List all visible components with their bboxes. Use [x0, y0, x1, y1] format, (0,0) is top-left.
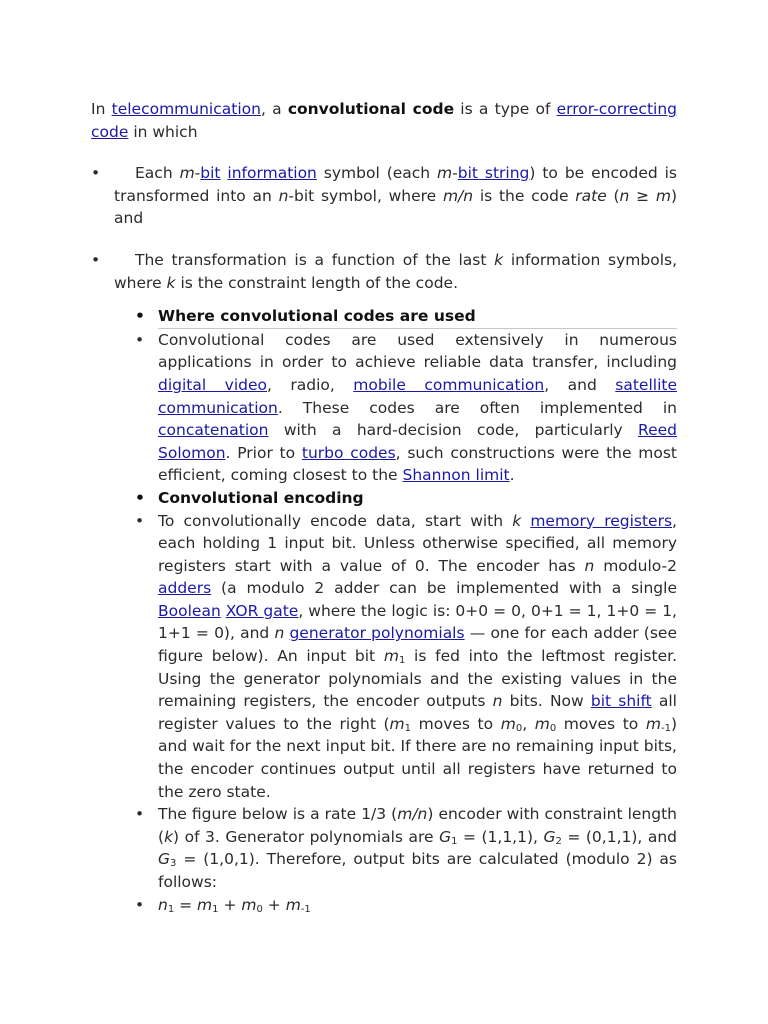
text: Each — [135, 164, 180, 183]
var-n: n — [584, 556, 595, 575]
text: = — [174, 895, 198, 914]
link-telecommunication[interactable]: telecommunication — [111, 100, 261, 118]
text: , a — [260, 100, 288, 118]
subscript: 3 — [170, 858, 177, 870]
text: information symbols, where — [114, 250, 677, 292]
subscript: 1 — [398, 655, 406, 667]
var-m: m — [285, 895, 301, 914]
term-convolutional-code: convolutional code — [287, 100, 455, 118]
text: The transformation is a function of the last — [135, 250, 495, 269]
var-m: m — [655, 186, 671, 205]
text: symbol (each — [316, 164, 438, 183]
text: , and — [544, 375, 616, 394]
bullet: • — [135, 307, 145, 326]
term-rate: rate — [575, 186, 607, 205]
text — [521, 512, 530, 530]
text: ) encoder with constraint length ( — [158, 805, 677, 846]
var-n: n — [274, 624, 285, 643]
var-m: m — [241, 895, 257, 914]
subscript: 1 — [167, 903, 175, 915]
bullet: • — [135, 805, 145, 824]
text: is a type of — [454, 100, 557, 118]
var-n: n — [492, 692, 503, 711]
var-n: n — [158, 895, 168, 914]
text: . — [509, 466, 515, 485]
var-k: k — [164, 827, 174, 846]
text: ) and — [114, 186, 678, 228]
bullet: • — [91, 250, 101, 269]
var-n: n — [619, 186, 630, 205]
link-shannon-limit[interactable]: Shannon limit — [402, 466, 510, 485]
subscript: 1 — [404, 722, 412, 734]
var-g: G — [439, 827, 452, 846]
intro-paragraph — [91, 98, 677, 143]
var-k: k — [494, 250, 504, 269]
subscript: 0 — [549, 722, 557, 734]
heading-text: Where convolutional codes are used — [158, 307, 476, 326]
text: — one for each adder (see figure below). An input bit — [158, 624, 677, 666]
bullet: • — [135, 895, 145, 914]
subscript: 2 — [555, 835, 562, 847]
var-m-over-n: m/n — [397, 805, 428, 824]
var-g: G — [543, 827, 556, 846]
text: moves to — [556, 714, 646, 733]
link-concatenation[interactable]: concatenation — [158, 421, 269, 440]
link-bit-shift[interactable]: bit shift — [590, 692, 652, 711]
text: In — [91, 100, 112, 118]
subscript: 0 — [515, 722, 523, 734]
section-list — [114, 305, 677, 916]
text: ( — [606, 186, 620, 205]
link-boolean[interactable]: Boolean — [158, 601, 221, 620]
text: , where the logic is: 0+0 = 0, 0+1 = 1, 1+0 = 1, 1+1 = 0), and — [158, 601, 677, 643]
text: , such constructions were the most efficient, coming closest to the — [158, 443, 677, 485]
text: is the code — [473, 186, 576, 205]
text: . These codes are often implemented in — [277, 398, 677, 417]
bullet: • — [91, 164, 101, 183]
text: modulo-2 — [594, 556, 677, 575]
text: in which — [128, 122, 198, 141]
text: , radio, — [266, 375, 354, 394]
text: (a modulo 2 adder can be implemented with a single — [211, 579, 677, 598]
bullet: • — [135, 330, 145, 349]
var-m: m — [389, 714, 405, 733]
list-item — [91, 162, 677, 230]
link-satellite-communication[interactable]: satellite communication — [158, 375, 677, 417]
subscript: 0 — [256, 903, 263, 915]
text: - — [452, 164, 458, 183]
text: - — [194, 164, 201, 183]
definition-list — [91, 162, 677, 916]
list-item — [91, 249, 677, 916]
text: ≥ — [629, 186, 656, 205]
var-m: m — [197, 895, 213, 914]
text: is fed into the leftmost register. Using the generator polynomials and the existing values in the remaining registers, the encoder outputs — [158, 647, 677, 711]
text: , each holding 1 input bit. Unless otherwise specified, all memory registers start with a value of 0. The encoder has — [158, 511, 677, 575]
text: + — [262, 895, 286, 914]
text: ) of 3. Generator polynomials are — [173, 827, 440, 846]
var-m: m — [437, 164, 453, 183]
var-m: m — [179, 164, 195, 183]
bullet: • — [135, 488, 145, 507]
link-xor-gate[interactable]: XOR gate — [225, 601, 299, 620]
bullet: • — [135, 511, 145, 530]
section-heading — [135, 487, 677, 510]
text: is the constraint length of the code. — [175, 273, 458, 292]
subscript: -1 — [660, 722, 671, 734]
heading-text: Convolutional encoding — [158, 488, 364, 507]
text: . Prior to — [225, 443, 302, 462]
text: + — [218, 895, 242, 914]
text: bits. Now — [502, 692, 591, 711]
var-m: m — [500, 714, 516, 733]
link-adders[interactable]: adders — [158, 579, 212, 598]
subscript: 1 — [451, 835, 458, 847]
text: , — [522, 714, 535, 733]
text: To convolutionally encode data, start with — [158, 511, 513, 530]
var-k: k — [166, 273, 176, 292]
var-n: n — [278, 186, 289, 205]
text: moves to — [411, 714, 501, 733]
list-item — [135, 894, 677, 917]
article-body — [91, 98, 677, 935]
link-error-correcting-code[interactable]: error-correcting code — [91, 100, 677, 141]
list-item — [135, 510, 678, 804]
link-digital-video[interactable]: digital video — [158, 375, 267, 394]
var-g: G — [158, 850, 171, 869]
link-information[interactable]: information — [227, 164, 317, 183]
link-turbo-codes[interactable]: turbo codes — [301, 443, 396, 462]
text: with a hard-decision code, particularly — [268, 421, 638, 440]
list-item — [135, 803, 678, 893]
link-mobile-communication[interactable]: mobile communication — [353, 375, 545, 394]
subscript: 1 — [212, 903, 219, 915]
link-bit-string[interactable]: bit string — [457, 164, 530, 183]
var-m: m — [383, 647, 399, 666]
text: Convolutional codes are used extensively in numerous applications in order to achieve reliable data transfer, including — [158, 330, 677, 372]
link-memory-registers[interactable]: memory registers — [530, 511, 673, 530]
text: ) and wait for the next input bit. If there are no remaining input bits, the encoder continues output until all registers have returned to the zero state. — [158, 714, 678, 801]
subscript: -1 — [300, 903, 311, 915]
text: all register values to the right ( — [158, 692, 677, 733]
text: ) to be encoded is transformed into an — [114, 164, 677, 205]
text: = (1,1,1), — [457, 827, 544, 846]
list-item — [135, 329, 677, 487]
var-m: m — [534, 714, 550, 733]
text: -bit symbol, where — [288, 186, 443, 205]
link-reed-solomon[interactable]: Reed Solomon — [158, 421, 677, 462]
link-bit[interactable]: bit — [200, 164, 221, 183]
var-m-over-n: m/n — [442, 186, 474, 205]
text: = (0,1,1), and — [561, 827, 678, 846]
var-k: k — [512, 511, 522, 530]
link-generator-polynomials[interactable]: generator polynomials — [289, 624, 465, 643]
section-heading — [135, 305, 677, 329]
var-m: m — [645, 714, 661, 733]
text: = (1,0,1). Therefore, output bits are calculated (modulo 2) as follows: — [158, 850, 677, 891]
text: The figure below is a rate 1/3 ( — [158, 805, 398, 824]
